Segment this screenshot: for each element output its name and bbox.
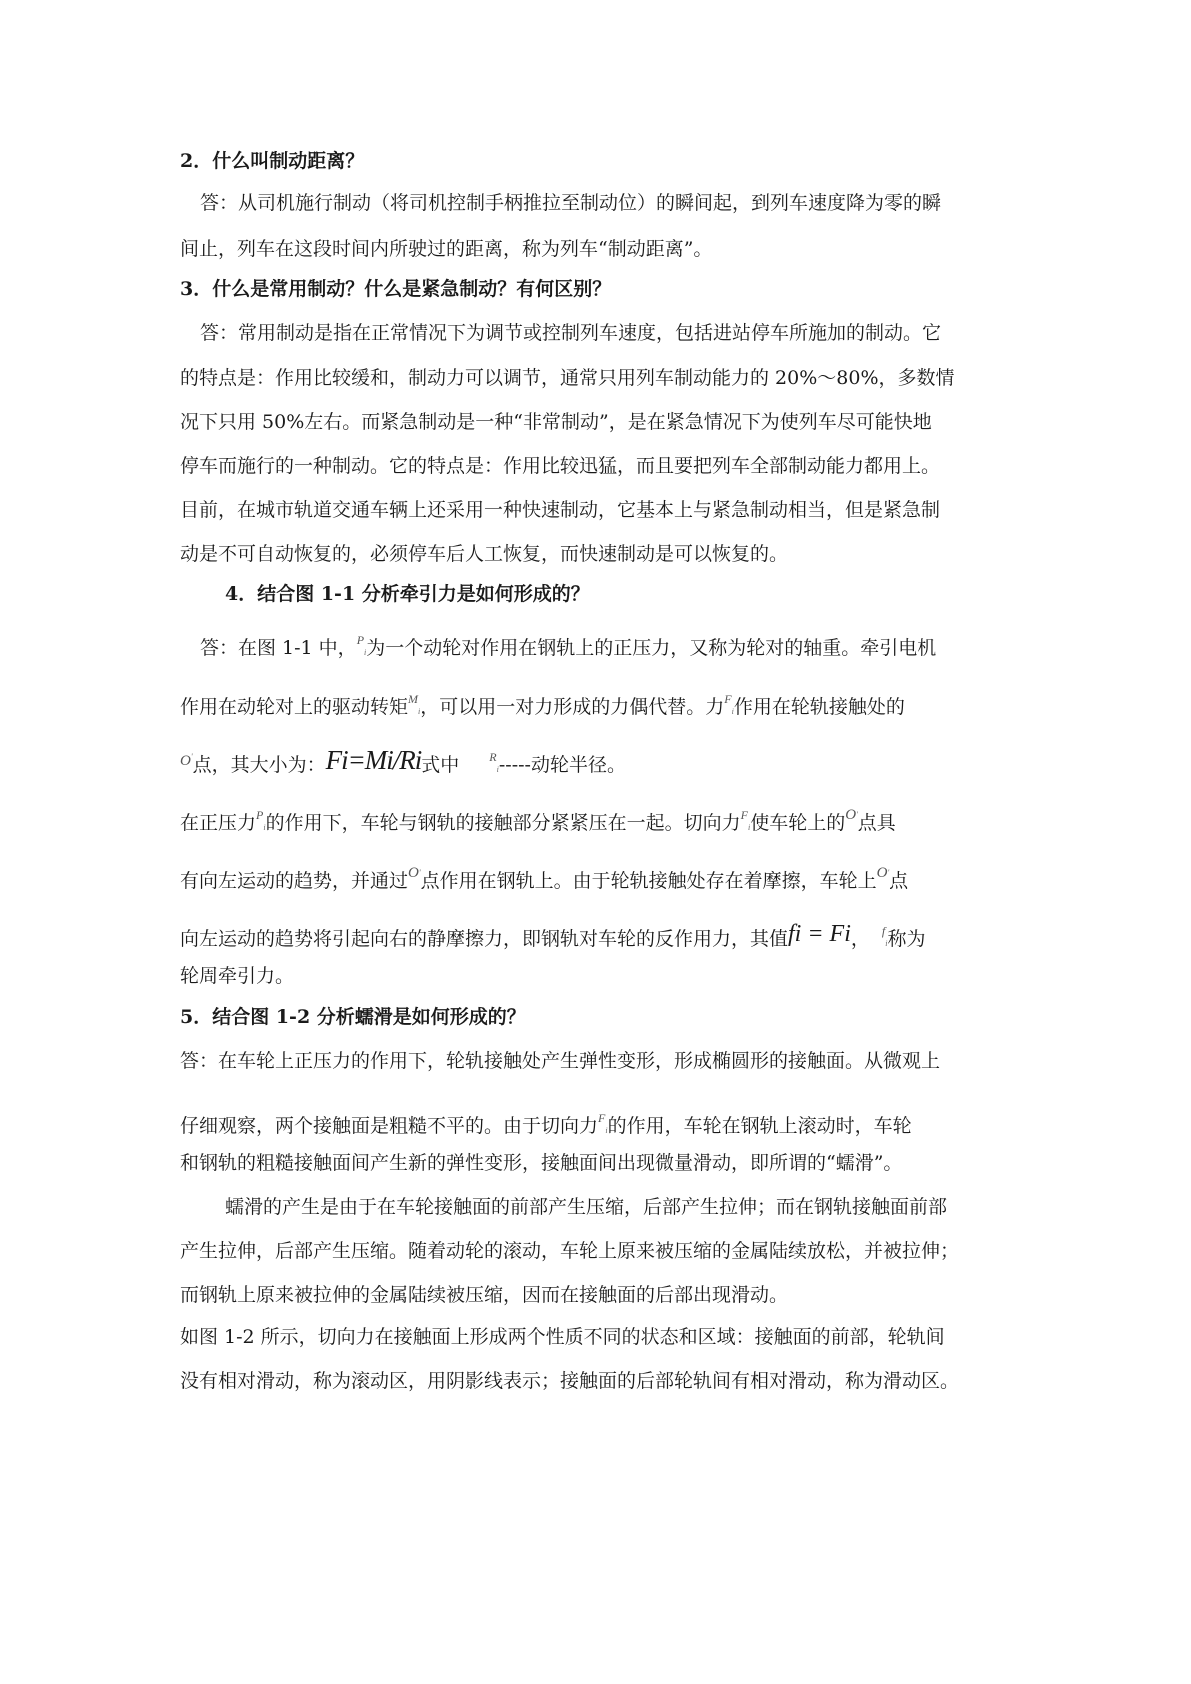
text-run: 仔细观察，两个接触面是粗糙不平的。由于切向力 — [180, 1115, 599, 1137]
question-3-answer-line-2: 的特点是：作用比较缓和，制动力可以调节，通常只用列车制动能力的 20%～80%，多数情 — [180, 367, 955, 389]
text-run: 称为 — [887, 928, 926, 950]
subscript-i: i — [418, 707, 421, 716]
text-run: 点，其大小为： — [192, 754, 326, 776]
question-5-answer-line-2 — [180, 1105, 912, 1144]
text-run: 向左运动的趋势将引起向右的静摩擦力，即钢轨对车轮的反作用力，其值 — [180, 928, 789, 950]
question-2-answer-line-1: 答：从司机施行制动（将司机控制手柄推拉至制动位）的瞬间起，到列车速度降为零的瞬 — [200, 192, 942, 214]
question-5-title: 5．结合图 1-2 分析蠕滑是如何形成的？ — [180, 1006, 526, 1028]
question-4-title: 4．结合图 1-1 分析牵引力是如何形成的？ — [225, 583, 590, 605]
symbol-O: O — [845, 807, 857, 823]
text-run: 的作用，车轮在钢轨上滚动时，车轮 — [607, 1115, 912, 1137]
question-4-answer-line-2 — [180, 686, 905, 725]
symbol-f: f — [881, 924, 886, 938]
question-3-answer-line-6: 动是不可自动恢复的，必须停车后人工恢复，而快速制动是可以恢复的。 — [180, 543, 789, 565]
symbol-O: O — [408, 865, 419, 881]
question-4-answer-line-7: 轮周牵引力。 — [180, 965, 295, 987]
text-run: 作用在动轮对上的驱动转矩 — [180, 696, 409, 718]
text-run: ， — [850, 928, 870, 950]
prime-mark: ' — [418, 868, 421, 877]
question-5-paragraph-3-line-2: 没有相对滑动，称为滚动区，用阴影线表示；接触面的后部轮轨间有相对滑动，称为滑动区。 — [180, 1370, 960, 1392]
text-run: 在正压力 — [180, 812, 257, 834]
question-5-paragraph-2-line-3: 而钢轨上原来被拉伸的金属陆续被压缩，因而在接触面的后部出现滑动。 — [180, 1284, 789, 1306]
text-run: 点 — [889, 870, 909, 892]
symbol-F: F — [724, 692, 732, 706]
symbol-P: P — [256, 808, 264, 822]
prime-mark: ' — [190, 752, 193, 761]
subscript-i: i — [263, 823, 266, 832]
text-run: 作用在轮轨接触处的 — [733, 696, 905, 718]
text-run: 点作用在钢轨上。由于轮轨接触处存在着摩擦，车轮上 — [420, 870, 877, 892]
text-run: 有向左运动的趋势，并通过 — [180, 870, 409, 892]
text-run: 为一个动轮对作用在钢轨上的正压力，又称为轮对的轴重。牵引电机 — [366, 637, 937, 659]
question-3-answer-line-4: 停车而施行的一种制动。它的特点是：作用比较迅猛，而且要把列车全部制动能力都用上。 — [180, 455, 941, 477]
question-4-answer-line-3 — [180, 744, 626, 783]
question-4-answer-line-6 — [180, 918, 925, 957]
subscript-i: i — [747, 823, 751, 832]
question-5-paragraph-2-line-2: 产生拉伸，后部产生压缩。随着动轮的滚动，车轮上原来被压缩的金属陆续放松，并被拉伸； — [180, 1240, 960, 1262]
symbol-P: P — [356, 633, 365, 647]
question-3-answer-line-3: 况下只用 50%左右。而紧急制动是一种“非常制动”，是在紧急情况下为使列车尽可能快地 — [180, 411, 932, 433]
question-3-title: 3．什么是常用制动？什么是紧急制动？有何区别？ — [180, 278, 612, 300]
question-2-answer-line-2: 间止，列车在这段时间内所驶过的距离，称为列车“制动距离”。 — [180, 238, 713, 260]
symbol-M: M — [408, 692, 419, 706]
subscript-i: i — [731, 707, 734, 716]
prime-mark: ' — [856, 810, 858, 819]
prime-mark: ' — [887, 868, 890, 877]
question-3-answer-line-1: 答：常用制动是指在正常情况下为调节或控制列车速度，包括进站停车所施加的制动。它 — [200, 322, 942, 344]
symbol-R: R — [489, 750, 497, 764]
text-run: 答：在图 1-1 中， — [200, 637, 357, 659]
question-4-answer-line-4 — [180, 802, 896, 841]
symbol-O: O — [180, 753, 191, 769]
text-run: 点具 — [857, 812, 896, 834]
subscript-i: i — [605, 1126, 608, 1135]
text-run: ，可以用一对力形成的力偶代替。力 — [420, 696, 725, 718]
question-3-answer-line-5: 目前，在城市轨道交通车辆上还采用一种快速制动，它基本上与紧急制动相当，但是紧急制 — [180, 499, 941, 521]
question-5-answer-line-1: 答：在车轮上正压力的作用下，轮轨接触处产生弹性变形，形成椭圆形的接触面。从微观上 — [180, 1050, 941, 1072]
text-run: 的作用下，车轮与钢轨的接触部分紧紧压在一起。切向力 — [265, 812, 741, 834]
symbol-F: F — [598, 1111, 606, 1125]
subscript-i: i — [885, 939, 888, 948]
symbol-O: O — [876, 865, 888, 881]
question-4-answer-line-5 — [180, 860, 908, 894]
question-5-answer-line-3: 和钢轨的粗糙接触面间产生新的弹性变形，接触面间出现微量滑动，即所谓的“蠕滑”。 — [180, 1152, 903, 1174]
question-2-title: 2．什么叫制动距离？ — [180, 150, 365, 172]
question-5-paragraph-3-line-1: 如图 1-2 所示，切向力在接触面上形成两个性质不同的状态和区域：接触面的前部，轮轨间 — [180, 1326, 945, 1348]
text-run: -----动轮半径。 — [498, 754, 626, 776]
formula-friction-equals-force: fi = Fi — [788, 921, 851, 947]
question-5-paragraph-2-line-1: 蠕滑的产生是由于在车轮接触面的前部产生压缩，后部产生拉伸；而在钢轨接触面前部 — [225, 1196, 948, 1218]
subscript-i: i — [364, 648, 367, 657]
text-run: 式中 — [421, 754, 460, 776]
formula-traction-force: Fi=Mi/Ri — [325, 745, 422, 775]
question-4-answer-line-1 — [200, 627, 936, 666]
symbol-F: F — [740, 808, 748, 822]
text-run: 使车轮上的 — [750, 812, 846, 834]
subscript-i: i — [496, 765, 499, 774]
